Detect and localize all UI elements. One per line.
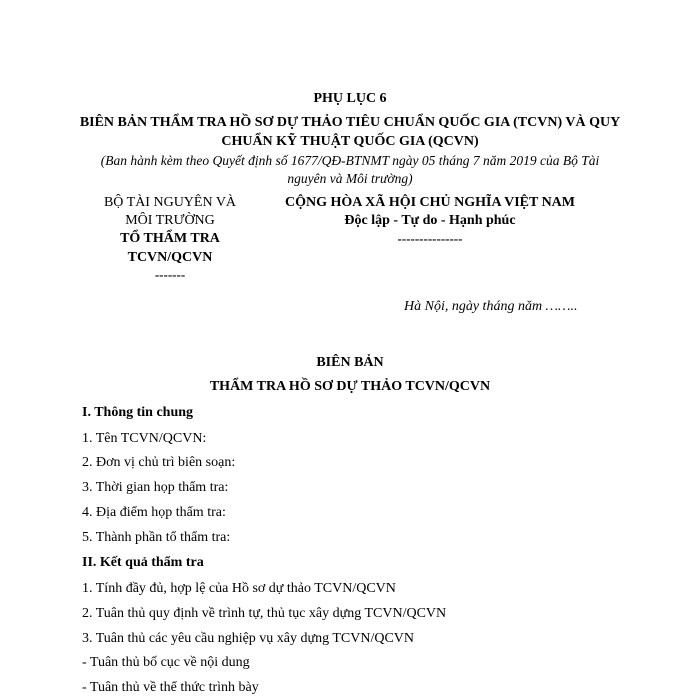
ministry-line2: MÔI TRƯỜNG bbox=[125, 213, 215, 228]
section-general-info-heading: I. Thông tin chung bbox=[82, 405, 194, 420]
appendix-title: PHỤ LỤC 6 bbox=[313, 91, 387, 106]
ministry-line1: BỘ TÀI NGUYÊN VÀ bbox=[103, 195, 237, 210]
place-date: Hà Nội, ngày tháng năm …….. bbox=[404, 299, 578, 314]
review-result-item: - Tuân thủ về thể thức trình bày bbox=[82, 680, 259, 695]
review-result-item: 3. Tuân thủ các yêu cầu nghiệp vụ xây dựng TCVN/QCVN bbox=[82, 631, 415, 646]
general-info-item: 2. Đơn vị chủ trì biên soạn: bbox=[82, 455, 236, 470]
appendix-note-line1: (Ban hành kèm theo Quyết định số 1677/QĐ-BTNMT ngày 05 tháng 7 năm 2019 của Bộ Tài bbox=[100, 153, 600, 168]
appendix-heading-line2: CHUẨN KỸ THUẬT QUỐC GIA (QCVN) bbox=[221, 134, 479, 149]
review-result-item: 2. Tuân thủ quy định về trình tự, thủ tục xây dựng TCVN/QCVN bbox=[82, 606, 447, 621]
document-subtitle: THẨM TRA HỒ SƠ DỰ THẢO TCVN/QCVN bbox=[209, 379, 491, 394]
review-group-line2: TCVN/QCVN bbox=[127, 250, 213, 265]
review-result-item: 1. Tính đầy đủ, hợp lệ của Hồ sơ dự thảo TCVN/QCVN bbox=[82, 581, 396, 596]
nation-name: CỘNG HÒA XÃ HỘI CHỦ NGHĨA VIỆT NAM bbox=[284, 195, 575, 210]
document-title: BIÊN BẢN bbox=[316, 355, 384, 370]
general-info-item: 5. Thành phần tổ thẩm tra: bbox=[82, 530, 231, 545]
general-info-item: 3. Thời gian họp thẩm tra: bbox=[82, 480, 229, 495]
review-result-item: - Tuân thủ bố cục về nội dung bbox=[82, 655, 250, 670]
general-info-item: 4. Địa điểm họp thẩm tra: bbox=[82, 505, 226, 520]
left-divider: ------- bbox=[154, 267, 186, 282]
section-review-results-heading: II. Kết quả thẩm tra bbox=[82, 555, 204, 570]
general-info-item: 1. Tên TCVN/QCVN: bbox=[82, 431, 207, 446]
review-group-line1: TỔ THẨM TRA bbox=[120, 231, 220, 246]
national-motto: Độc lập - Tự do - Hạnh phúc bbox=[344, 213, 516, 228]
appendix-heading-line1: BIÊN BẢN THẨM TRA HỒ SƠ DỰ THẢO TIÊU CHUẨN QUỐC GIA (TCVN) VÀ QUY bbox=[79, 115, 621, 130]
right-divider: --------------- bbox=[397, 231, 463, 246]
appendix-note-line2: nguyên và Môi trường) bbox=[287, 171, 413, 186]
